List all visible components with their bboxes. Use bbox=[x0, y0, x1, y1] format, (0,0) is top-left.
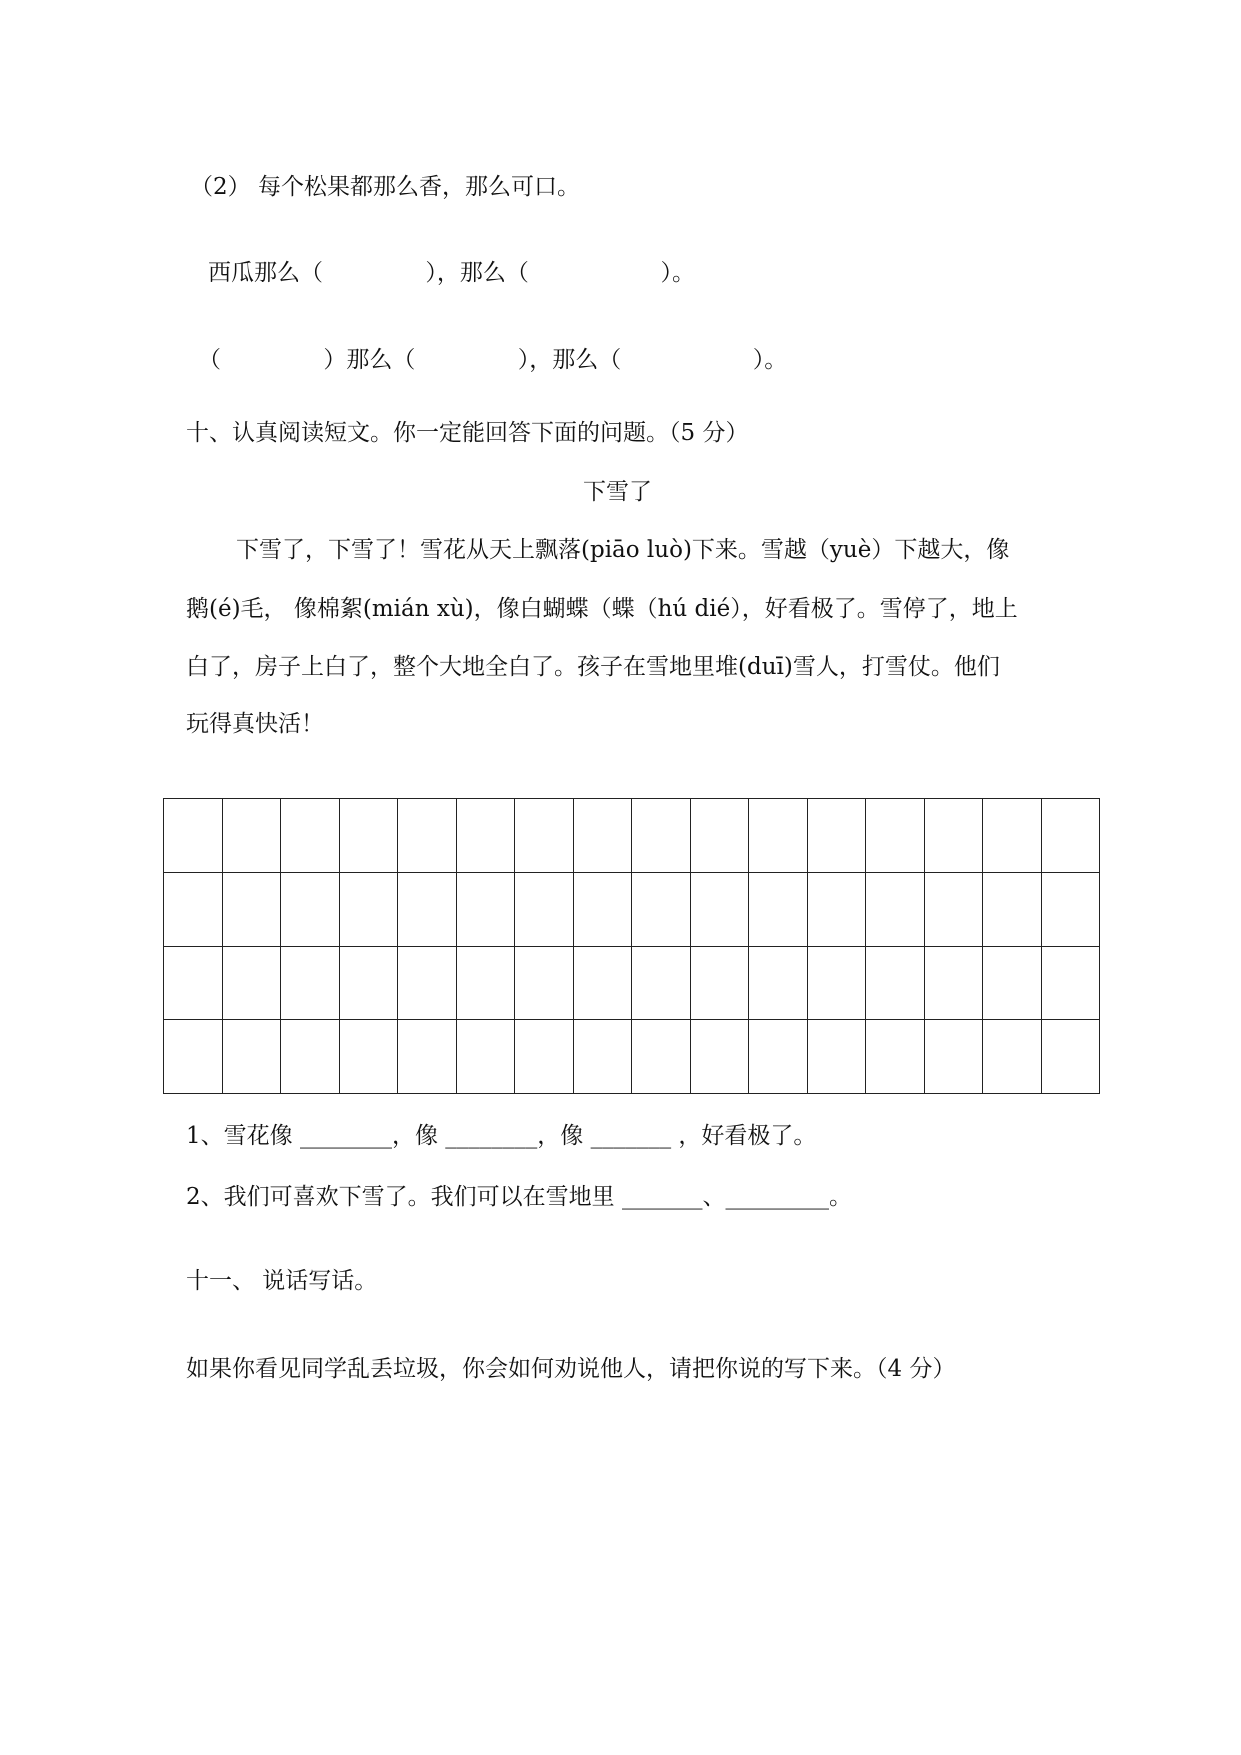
grid-cell bbox=[749, 946, 808, 1020]
grid-cell bbox=[807, 872, 866, 946]
grid-cell bbox=[866, 799, 925, 873]
question-10-heading: 十、认真阅读短文。你一定能回答下面的问题。（5 分） bbox=[186, 420, 749, 446]
grid-cell bbox=[456, 946, 515, 1020]
writing-grid bbox=[163, 798, 1100, 1094]
grid-row bbox=[164, 872, 1100, 946]
grid-cell bbox=[749, 872, 808, 946]
comprehension-question-2: 2、我们可喜欢下雪了。我们可以在雪地里 _______、_________。 bbox=[186, 1184, 852, 1210]
question-9-fill-line-1: 西瓜那么（ ），那么（ ）。 bbox=[208, 260, 695, 286]
question-11-prompt: 如果你看见同学乱丢垃圾，你会如何劝说他人，请把你说的写下来。（4 分） bbox=[186, 1356, 956, 1382]
grid-cell bbox=[866, 946, 925, 1020]
grid-cell bbox=[632, 872, 691, 946]
grid-cell bbox=[573, 799, 632, 873]
grid-cell bbox=[339, 946, 398, 1020]
grid-cell bbox=[398, 1020, 457, 1094]
grid-cell bbox=[222, 1020, 281, 1094]
grid-cell bbox=[573, 946, 632, 1020]
grid-cell bbox=[222, 799, 281, 873]
grid-row bbox=[164, 799, 1100, 873]
grid-cell bbox=[281, 1020, 340, 1094]
grid-cell bbox=[632, 1020, 691, 1094]
grid-cell bbox=[983, 1020, 1042, 1094]
passage-line-3: 白了，房子上白了，整个大地全白了。孩子在雪地里堆(duī)雪人，打雪仗。他们 bbox=[186, 654, 1000, 680]
grid-cell bbox=[983, 946, 1042, 1020]
grid-cell bbox=[281, 799, 340, 873]
grid-cell bbox=[983, 799, 1042, 873]
grid-cell bbox=[1041, 946, 1100, 1020]
grid-cell bbox=[866, 872, 925, 946]
grid-cell bbox=[807, 799, 866, 873]
grid-cell bbox=[749, 799, 808, 873]
grid-cell bbox=[456, 872, 515, 946]
grid-cell bbox=[281, 946, 340, 1020]
grid-cell bbox=[807, 1020, 866, 1094]
grid-cell bbox=[690, 872, 749, 946]
grid-cell bbox=[1041, 1020, 1100, 1094]
grid-cell bbox=[924, 872, 983, 946]
grid-cell bbox=[924, 946, 983, 1020]
grid-cell bbox=[339, 799, 398, 873]
grid-cell bbox=[398, 799, 457, 873]
grid-cell bbox=[807, 946, 866, 1020]
grid-cell bbox=[456, 799, 515, 873]
grid-cell bbox=[632, 799, 691, 873]
grid-cell bbox=[222, 872, 281, 946]
grid-cell bbox=[515, 872, 574, 946]
grid-cell bbox=[573, 1020, 632, 1094]
grid-cell bbox=[924, 1020, 983, 1094]
grid-cell bbox=[398, 872, 457, 946]
grid-cell bbox=[924, 799, 983, 873]
grid-cell bbox=[1041, 799, 1100, 873]
passage-line-1: 下雪了，下雪了！雪花从天上飘落(piāo luò)下来。雪越（yuè）下越大，像 bbox=[236, 537, 1010, 563]
grid-cell bbox=[222, 946, 281, 1020]
grid-cell bbox=[690, 1020, 749, 1094]
passage-line-2: 鹅(é)毛， 像棉絮(mián xù)，像白蝴蝶（蝶（hú dié），好看极了。雪停了，地上 bbox=[186, 596, 1018, 622]
grid-cell bbox=[573, 872, 632, 946]
grid-cell bbox=[632, 946, 691, 1020]
grid-cell bbox=[339, 1020, 398, 1094]
grid-cell bbox=[515, 946, 574, 1020]
grid-cell bbox=[749, 1020, 808, 1094]
grid-cell bbox=[690, 799, 749, 873]
grid-cell bbox=[456, 1020, 515, 1094]
grid-cell bbox=[164, 1020, 223, 1094]
grid-cell bbox=[339, 872, 398, 946]
grid-cell bbox=[515, 799, 574, 873]
grid-cell bbox=[281, 872, 340, 946]
grid-cell bbox=[866, 1020, 925, 1094]
question-9-fill-line-2: （ ）那么（ ），那么（ ）。 bbox=[198, 347, 788, 373]
grid-cell bbox=[983, 872, 1042, 946]
grid-cell bbox=[164, 872, 223, 946]
grid-row bbox=[164, 946, 1100, 1020]
passage-line-4: 玩得真快活！ bbox=[186, 711, 324, 737]
grid-cell bbox=[690, 946, 749, 1020]
grid-cell bbox=[1041, 872, 1100, 946]
grid-cell bbox=[164, 946, 223, 1020]
comprehension-question-1: 1、雪花像 ________，像 ________，像 _______ ，好看极了。 bbox=[186, 1123, 817, 1149]
grid-cell bbox=[164, 799, 223, 873]
question-11-heading: 十一、 说话写话。 bbox=[186, 1268, 378, 1294]
grid-cell bbox=[398, 946, 457, 1020]
passage-title: 下雪了 bbox=[583, 479, 652, 505]
grid-row bbox=[164, 1020, 1100, 1094]
grid-cell bbox=[515, 1020, 574, 1094]
question-9-item-2: （2） 每个松果都那么香，那么可口。 bbox=[190, 174, 580, 200]
